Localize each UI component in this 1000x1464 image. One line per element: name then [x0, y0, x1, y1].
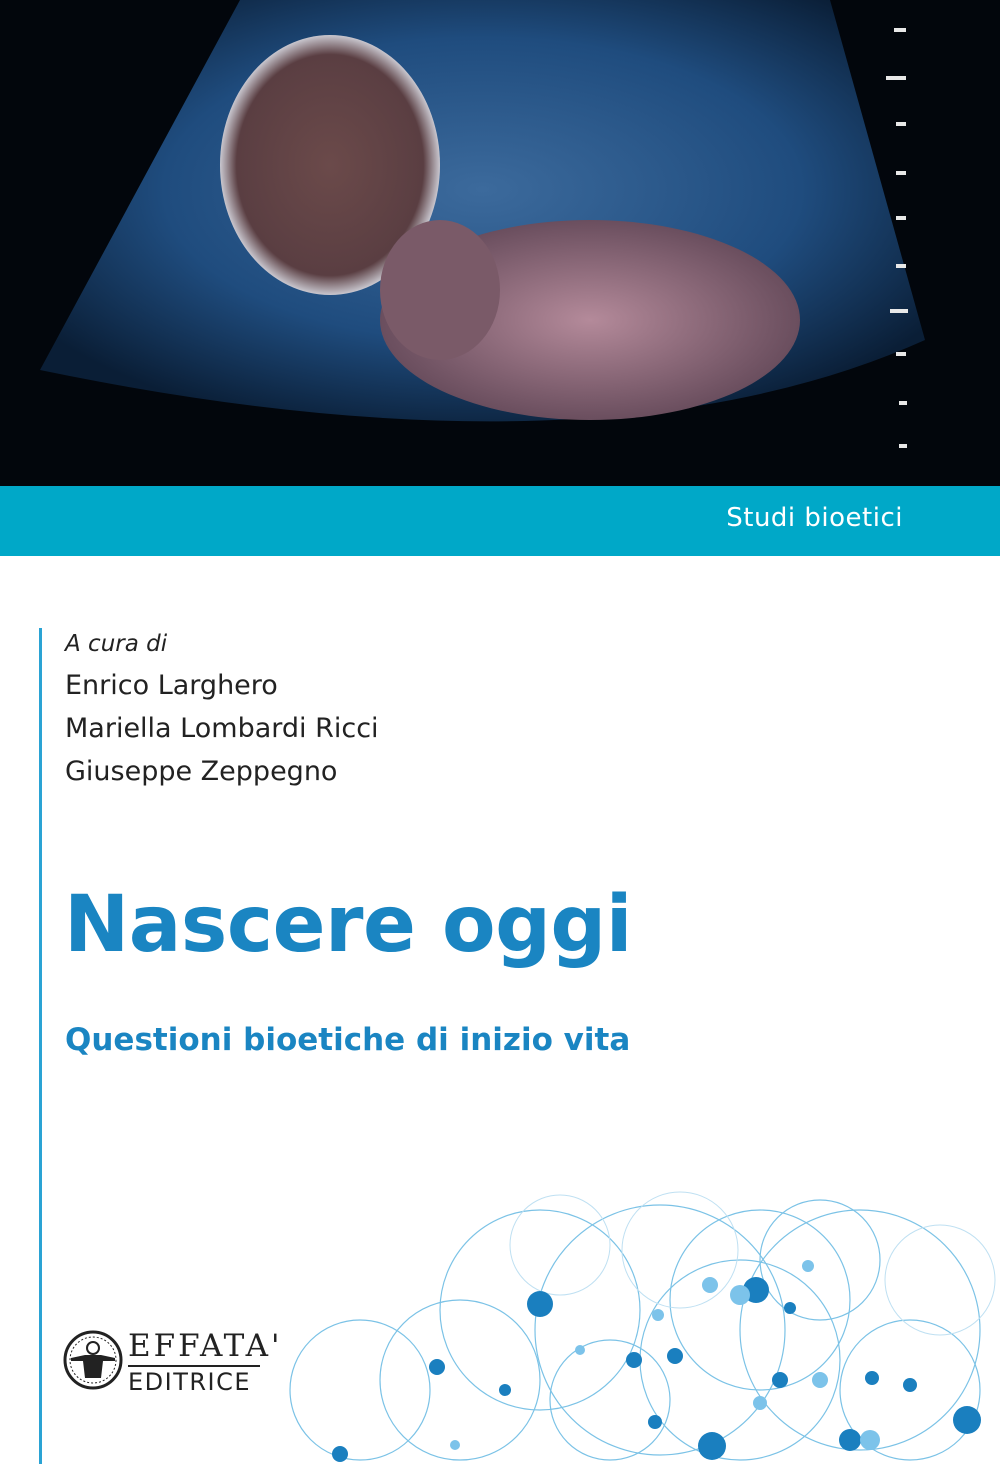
vertical-rule: [39, 628, 42, 1464]
publisher-name: EFFATA': [128, 1328, 283, 1364]
curator-label: A cura di: [65, 631, 168, 657]
series-label: Studi bioetici: [726, 503, 903, 533]
book-subtitle: Questioni bioetiche di inizio vita: [65, 1022, 631, 1058]
author: Enrico Larghero: [65, 670, 278, 701]
publisher-logo-icon: [63, 1330, 123, 1390]
ultrasound-image: [0, 0, 1000, 486]
publisher-divider: [128, 1365, 260, 1367]
author: Giuseppe Zeppegno: [65, 756, 338, 787]
network-graphic: [260, 1190, 1000, 1464]
author: Mariella Lombardi Ricci: [65, 713, 379, 744]
book-title: Nascere oggi: [64, 880, 632, 970]
publisher-sub: EDITRICE: [128, 1368, 252, 1396]
